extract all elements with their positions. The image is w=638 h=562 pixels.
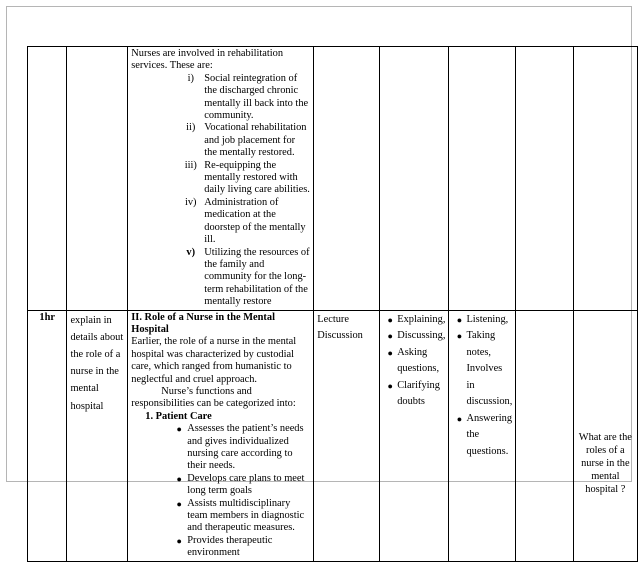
bullet-icon: ● [456,413,463,424]
list-number: iii) [184,159,197,171]
evaluation-cell [573,47,637,311]
table-row [28,47,638,311]
list-text: Explaining, [397,313,446,325]
bullet-icon: ● [387,380,393,391]
list-text: Utilizing the resources of the family and community for the long-term rehabilitation of the mentally restore [204,246,310,308]
lesson-plan-table [27,46,638,562]
list-item [177,247,310,309]
teacher-activity-cell [380,47,449,311]
list-text: Social reintegration of the discharged chronic mentally ill back into the community. [204,72,309,122]
list-item [383,312,445,329]
list-text: Develops care plans to meet long term goals [187,472,305,497]
list-text: Administration of medication at the doorstep of the mentally ill. [204,196,306,246]
learner-activity-cell [449,310,516,561]
list-item [383,328,445,345]
content-cell [128,47,314,311]
table-row [28,310,638,561]
learner-activity-cell [449,47,516,311]
list-item [177,122,310,159]
list-item [452,411,512,461]
list-item [171,498,310,535]
list-text: Provides therapeutic environment [187,534,273,559]
method-cell [314,47,380,311]
list-number: i) [187,72,194,84]
list-text: Re-equipping the mentally restored with daily living care abilities. [204,159,310,196]
av-aids-cell [516,47,573,311]
subheading: 1. Patient Care [145,410,212,422]
list-number: iv) [184,196,197,208]
list-text: Answering the questions. [466,412,513,457]
bullet-icon: ● [387,347,393,358]
list-number: v) [186,246,196,258]
objective-cell: explain in details about the role of a nurse in the mental hospital [67,310,128,561]
list-text: Vocational rehabilitation and job placement for the mentally restored. [204,122,307,159]
bullet-icon: ● [387,314,393,325]
bullet-icon: ● [176,535,182,546]
list-text: Asking questions, [397,346,440,375]
list-text: Discussing, [397,330,446,342]
list-item [177,197,310,247]
time-cell [28,47,67,311]
section-heading: II. Role of a Nurse in the Mental Hospital [131,311,275,335]
list-text: Assesses the patient’s needs and gives individualized nursing care according to their needs. [187,423,304,472]
evaluation-cell: What are the roles of a nurse in the mental hospital ? [573,310,637,561]
objective-cell [67,47,128,311]
bullet-icon: ● [176,473,182,484]
bullet-icon: ● [456,314,463,325]
list-item [383,378,445,411]
time-cell: 1hr [28,310,67,561]
list-text: Assists multidisciplinary team members in diagnostic and therapeutic measures. [187,497,305,534]
list-item [177,160,310,197]
bullet-icon: ● [176,498,182,509]
content-paragraph: Earlier, the role of a nurse in the mental hospital was characterized by custodial care, which ranged from humanistic to neglectful and cruel approach. [131,336,297,385]
content-paragraph: Nurse’s functions and responsibilities can be categorized into: [131,385,296,410]
list-text: Listening, [466,313,509,325]
list-item [452,312,512,329]
bullet-icon: ● [387,331,393,342]
bullet-icon: ● [456,331,463,342]
list-item [171,473,310,498]
list-text: Clarifying doubts [397,379,440,408]
content-cell [128,310,314,561]
list-item [171,423,310,473]
list-number: ii) [186,122,196,134]
list-text: Taking notes, Involves in discussion, [466,330,513,408]
list-item [177,73,310,123]
bullet-icon: ● [176,424,182,435]
list-item [383,345,445,378]
av-aids-cell [516,310,573,561]
list-item [452,328,512,411]
rehab-intro: Nurses are involved in rehabilitation services. These are: [131,48,284,72]
teacher-activity-cell [380,310,449,561]
list-item [171,535,310,560]
method-cell: Lecture Discussion [314,310,380,561]
